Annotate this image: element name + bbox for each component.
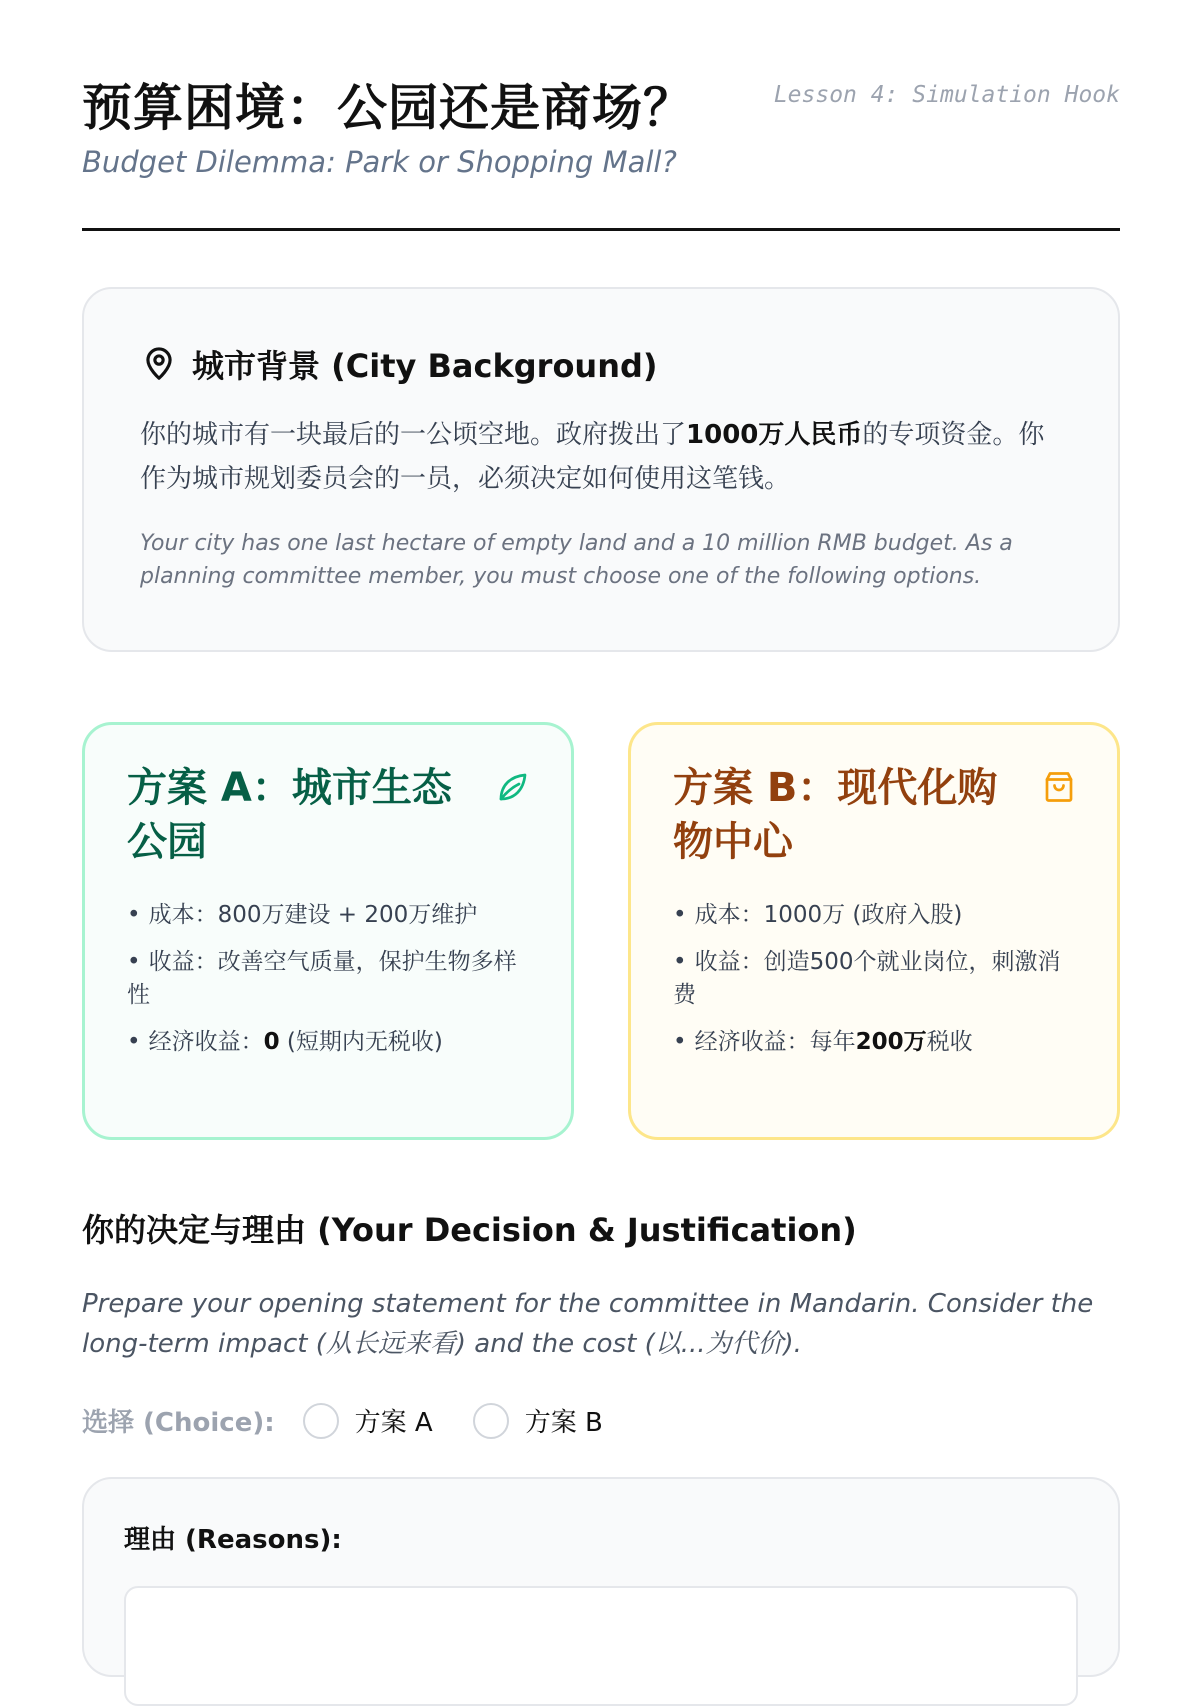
- map-pin-icon: [140, 345, 178, 383]
- choice-option-b[interactable]: [473, 1402, 603, 1439]
- option-a-econ-suffix: (短期内无税收): [279, 1029, 443, 1055]
- option-b-econ-suffix: 税收: [926, 1029, 973, 1055]
- options-grid: [82, 722, 1120, 1140]
- page-title: 预算困境：公园还是商场？: [82, 79, 694, 137]
- option-a-cost-text: 成本：800万建设 + 200万维护: [148, 902, 478, 928]
- reasons-label: 理由 (Reasons):: [124, 1525, 342, 1555]
- choice-row: [82, 1402, 1120, 1439]
- choice-label: 选择 (Choice):: [82, 1408, 275, 1438]
- option-a-cost: [127, 899, 529, 932]
- background-text-part2: 的专项资金。你作为城市规划委员会的一员，必须决定如何使用这笔钱。: [140, 420, 1045, 494]
- option-b-details: [673, 899, 1075, 1059]
- page-subtitle: Budget Dilemma: Park or Shopping Mall?: [82, 145, 677, 179]
- choice-option-a[interactable]: [303, 1402, 433, 1439]
- option-a-card: [82, 722, 574, 1140]
- city-background-card: [82, 287, 1120, 652]
- option-b-benefit-text: 收益：创造500个就业岗位，刺激消费: [673, 949, 1061, 1008]
- option-b-econ-value: 200万: [855, 1029, 927, 1055]
- city-background-title: 城市背景 (City Background): [192, 347, 658, 385]
- option-a-benefit-text: 收益：改善空气质量，保护生物多样性: [127, 949, 517, 1008]
- option-a-econ-value: 0: [263, 1029, 280, 1055]
- option-b-benefit: [673, 946, 1075, 1012]
- reasons-textarea[interactable]: [124, 1586, 1078, 1706]
- page: [82, 0, 1120, 1677]
- option-b-cost: [673, 899, 1075, 932]
- option-a-title: 方案 A：城市生态公园: [127, 765, 452, 865]
- option-b-card: [628, 722, 1120, 1140]
- choice-option-a-label[interactable]: 方案 A: [354, 1408, 433, 1438]
- leaf-icon: [495, 769, 531, 805]
- decision-section: [82, 1210, 1120, 1677]
- option-b-econ-prefix: 经济收益：每年: [694, 1029, 856, 1055]
- option-b-title: 方案 B：现代化购物中心: [673, 765, 998, 865]
- option-a-econ-prefix: 经济收益：: [148, 1029, 264, 1055]
- option-a-economic-benefit: [127, 1026, 529, 1059]
- page-header: [82, 0, 1120, 231]
- radio-button-b[interactable]: [473, 1403, 509, 1439]
- lesson-tag: Lesson 4: Simulation Hook: [773, 82, 1120, 108]
- option-a-details: [127, 899, 529, 1059]
- city-background-translation: Your city has one last hectare of empty land and a 10 million RMB budget. As a planning committee member, you must choose one of the following options.: [140, 531, 1013, 589]
- option-b-cost-text: 成本：1000万 (政府入股): [694, 902, 963, 928]
- decision-prompt: Prepare your opening statement for the committee in Mandarin. Consider the long-term impact (从长远来看) and the cost (以...为代价).: [82, 1289, 1094, 1359]
- choice-option-b-label[interactable]: 方案 B: [524, 1408, 603, 1438]
- option-b-economic-benefit: [673, 1026, 1075, 1059]
- shopping-bag-icon: [1041, 769, 1077, 805]
- radio-button-a[interactable]: [303, 1403, 339, 1439]
- background-text-part1: 你的城市有一块最后的一公顷空地。政府拨出了: [140, 420, 687, 450]
- city-background-heading: [140, 341, 1062, 387]
- background-budget-amount: 1000万人民币: [686, 420, 863, 450]
- reasons-card: [82, 1477, 1120, 1677]
- decision-heading: 你的决定与理由 (Your Decision & Justification): [82, 1211, 857, 1249]
- option-a-benefit: [127, 946, 529, 1012]
- city-background-text: [140, 413, 1062, 501]
